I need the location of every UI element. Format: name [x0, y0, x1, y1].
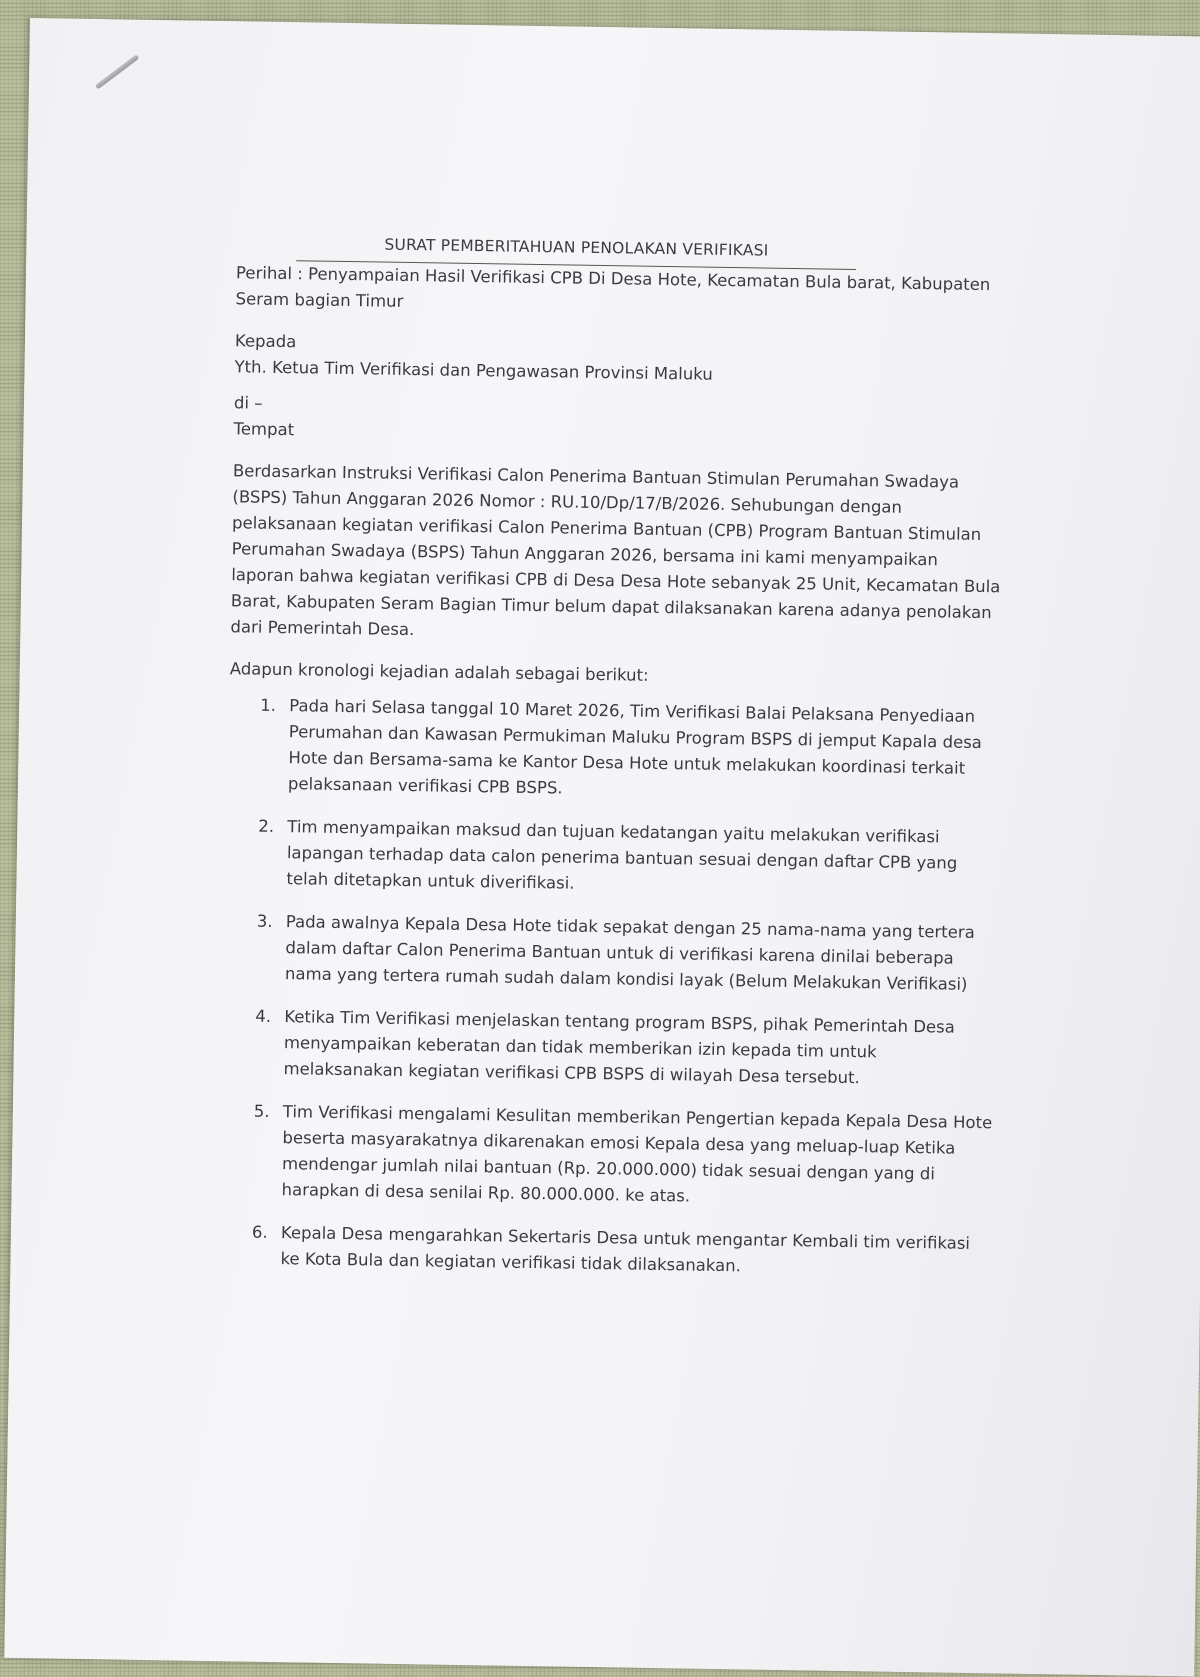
letter-title: SURAT PEMBERITAHUAN PENOLAKAN VERIFIKASI	[296, 230, 856, 270]
chronology-item-2: 2. Tim menyampaikan maksud dan tujuan kedatangan yaitu melakukan verifikasi lapangan terhadap data calon penerima bantuan sesuai dengan daftar CPB yang telah ditetapkan untuk diverifikasi.	[278, 814, 997, 903]
chronology-item-6: 6. Kepala Desa mengarahkan Sekertaris Desa untuk mengantar Kembali tim verifikasi ke Kota Bula dan kegiatan verifikasi tidak dilaksanakan.	[272, 1220, 991, 1283]
paper-sheet	[4, 18, 1200, 1676]
addressee-place: Tempat	[233, 419, 295, 440]
chronology-item-1: 1. Pada hari Selasa tanggal 10 Maret 2026, Tim Verifikasi Balai Pelaksana Penyediaan Perumahan dan Kawasan Permukiman Maluku Program BSPS di jemput Kapala desa Hote dan Bersama-sama ke Kantor Desa Hote untuk melakukan koordinasi terkait pelaksanaan verifikasi CPB BSPS.	[280, 693, 1000, 808]
chronology-intro: Adapun kronologi kejadian adalah sebagai berikut:	[229, 659, 649, 685]
addressee-di: di –	[233, 393, 263, 413]
opening-paragraph: Berdasarkan Instruksi Verifikasi Calon Penerima Bantuan Stimulan Perumahan Swadaya (BSPS) Tahun Anggaran 2026 Nomor : RU.10/Dp/17/B/2026. Sehubungan dengan pelaksanaan kegiatan verifikasi Calon Penerima Bantuan (CPB) Program Bantuan Stimulan Perumahan Swadaya (BSPS) Tahun Anggaran 2026, bersama ini kami menyampaikan laporan bahwa kegiatan verifikasi CPB di Desa Desa Hote sebanyak 25 Unit, Kecamatan Bula Barat, Kabupaten Seram Bagian Timur belum dapat dilaksanakan karena adanya penolakan dari Pemerintah Desa.	[230, 461, 1001, 640]
chronology-item-4: 4. Ketika Tim Verifikasi menjelaskan tentang program BSPS, pihak Pemerintah Desa menyampaikan keberatan dan tidak memberikan izin kepada tim untuk melaksanakan kegiatan verifikasi CPB BSPS di wilayah Desa tersebut.	[275, 1004, 994, 1093]
chronology-item-5: 5. Tim Verifikasi mengalami Kesulitan memberikan Pengertian kepada Kepala Desa Hote beserta masyarakatnya dikarenakan emosi Kepala desa yang meluap-luap Ketika mendengar jumlah nilai bantuan (Rp. 20.000.000) tidak sesuai dengan yang di harapkan di desa senilai Rp. 80.000.000. ke atas.	[273, 1099, 993, 1214]
addressee-recipient: Yth. Ketua Tim Verifikasi dan Pengawasan Provinsi Maluku	[234, 357, 713, 384]
chronology-item-3: 3. Pada awalnya Kepala Desa Hote tidak sepakat dengan 25 nama-nama yang tertera dalam daftar Calon Penerima Bantuan untuk di verifikasi karena dinilai beberapa nama yang tertera rumah sudah dalam kondisi layak (Belum Melakukan Verifikasi)	[277, 909, 996, 998]
addressee-label: Kepada	[234, 331, 297, 352]
chronology-list	[220, 692, 999, 1283]
letter-subject: Perihal : Penyampaian Hasil Verifikasi CPB Di Desa Hote, Kecamatan Bula barat, Kabupaten Seram bagian Timur	[235, 263, 991, 311]
letter-content	[220, 229, 1007, 1300]
staple-mark	[95, 54, 139, 89]
